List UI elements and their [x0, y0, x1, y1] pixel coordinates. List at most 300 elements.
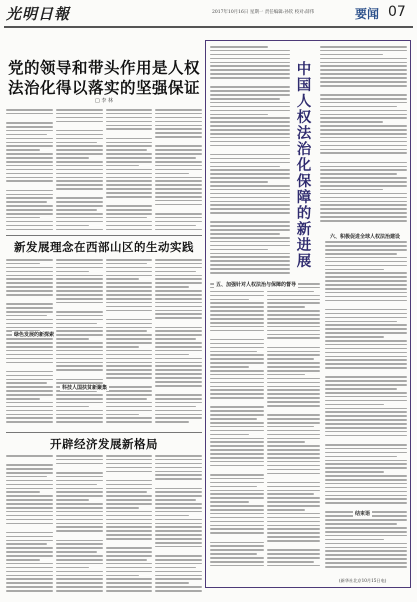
text-line [267, 490, 321, 492]
text-line [6, 459, 53, 462]
text-line [106, 169, 153, 171]
text-line [267, 409, 321, 412]
text-line [210, 193, 290, 195]
text-line [106, 547, 153, 549]
text-line [325, 431, 407, 433]
text-line [56, 149, 103, 151]
text-line [106, 354, 153, 356]
text-line [56, 472, 103, 474]
text-line [6, 536, 53, 538]
text-line [267, 513, 321, 515]
text-line [56, 515, 103, 517]
text-line [320, 185, 407, 187]
text-line [210, 406, 264, 408]
text-line [320, 166, 407, 168]
text-line [210, 216, 290, 219]
text-line [155, 128, 202, 130]
text-line [56, 165, 103, 167]
text-line [6, 130, 53, 132]
text-line [155, 417, 202, 419]
article4-title-char: 进 [296, 237, 312, 254]
article4-title-char: 的 [296, 205, 312, 222]
text-line [320, 81, 407, 83]
text-line [106, 417, 153, 419]
page-number: 07 [388, 4, 406, 20]
text-line [320, 152, 407, 154]
text-line [6, 410, 53, 412]
text-line [56, 201, 103, 203]
text-line [6, 323, 53, 325]
text-line [267, 497, 321, 499]
text-line [325, 328, 407, 330]
text-line [155, 271, 196, 273]
text-line [106, 575, 140, 577]
text-line [325, 502, 407, 504]
text-line [210, 465, 264, 467]
text-line [56, 323, 97, 325]
text-line [106, 221, 153, 223]
text-line [155, 208, 202, 211]
text-line [320, 204, 407, 206]
text-line [106, 128, 153, 130]
text-line [6, 259, 53, 261]
text-line [320, 54, 383, 56]
text-line [210, 490, 264, 492]
text-line [155, 369, 202, 371]
text-line [210, 90, 290, 92]
text-line [106, 571, 153, 573]
text-line [325, 479, 407, 481]
text-line [6, 547, 53, 549]
text-line [155, 338, 196, 340]
text-line [325, 356, 407, 358]
text-line [210, 229, 290, 231]
text-line [325, 324, 407, 326]
text-line [210, 410, 264, 412]
text-line [210, 528, 264, 530]
text-line [155, 414, 202, 416]
text-line [106, 590, 153, 592]
text-line [210, 177, 290, 179]
text-line [210, 260, 290, 262]
text-line [106, 358, 153, 360]
text-line [210, 181, 268, 183]
text-line [320, 114, 407, 116]
text-line [267, 370, 321, 372]
text-line [6, 586, 53, 588]
text-line [106, 488, 153, 490]
text-line [155, 259, 202, 261]
text-line [106, 398, 147, 400]
text-line [325, 276, 407, 278]
text-line [106, 511, 153, 513]
text-line [106, 559, 147, 561]
text-line [155, 373, 202, 375]
text-line [56, 157, 90, 159]
text-line [320, 46, 407, 48]
text-line [106, 530, 153, 532]
text-line [106, 523, 153, 525]
text-line [325, 558, 407, 560]
text-line [56, 559, 103, 561]
text-line [155, 140, 202, 143]
text-line [6, 184, 53, 187]
text-line [6, 149, 40, 151]
text-line [320, 73, 407, 75]
text-line [325, 444, 407, 446]
article1-title-line2: 法治化得以落实的坚强保证 [7, 78, 200, 97]
text-line [267, 322, 321, 324]
text-line [56, 354, 103, 356]
text-line [325, 336, 384, 338]
text-line [106, 526, 153, 528]
text-line [155, 478, 202, 480]
text-line [106, 302, 153, 304]
text-line [56, 278, 103, 280]
text-line [210, 302, 264, 304]
text-line [210, 221, 290, 223]
text-line [106, 298, 153, 300]
text-line [267, 422, 321, 424]
text-line [106, 491, 147, 493]
text-line [6, 551, 53, 553]
text-line [267, 517, 321, 519]
text-line [267, 351, 321, 353]
text-line [325, 452, 407, 454]
text-line [155, 385, 202, 387]
text-line [320, 110, 407, 112]
text-line [155, 117, 202, 119]
text-line [325, 506, 407, 509]
text-line [155, 346, 202, 348]
text-line [210, 208, 290, 210]
text-line [210, 185, 290, 187]
text-line [106, 282, 153, 284]
text-line [320, 141, 407, 143]
text-line [106, 582, 153, 584]
text-line [325, 535, 407, 537]
text-line [267, 457, 321, 459]
text-line [6, 386, 53, 388]
text-line [106, 145, 153, 147]
text-line [267, 334, 321, 336]
text-line [320, 162, 407, 164]
text-line [210, 478, 264, 480]
text-line [155, 180, 202, 182]
article4-subhead-5: 五、加强针对人权法治与保障的督导 [216, 282, 297, 288]
text-line [155, 229, 202, 231]
text-line [6, 145, 53, 147]
text-line [155, 381, 202, 383]
text-line [6, 503, 53, 505]
text-line [325, 491, 407, 493]
text-line [155, 298, 202, 300]
text-line [155, 467, 202, 469]
text-line [325, 550, 407, 552]
text-line [56, 342, 103, 344]
text-line [210, 382, 264, 384]
text-line [320, 102, 407, 104]
text-line [267, 461, 321, 463]
text-line [155, 109, 202, 111]
text-line [106, 515, 153, 517]
text-line [320, 50, 407, 52]
article4-title-char: 化 [296, 157, 312, 174]
text-line [210, 110, 290, 112]
text-line [267, 386, 321, 388]
masthead [4, 2, 413, 28]
text-line [267, 465, 321, 467]
text-line [106, 563, 153, 565]
text-line [210, 513, 264, 515]
text-line [210, 299, 249, 301]
text-line [106, 209, 153, 211]
text-line [320, 201, 407, 203]
text-line [56, 173, 103, 175]
text-line [210, 137, 290, 139]
text-line [155, 173, 189, 175]
text-line [210, 201, 290, 203]
text-line [210, 306, 264, 308]
text-line [6, 177, 53, 179]
text-line [267, 397, 321, 399]
text-line [155, 495, 202, 497]
text-line [106, 542, 153, 545]
article2-bottom-rule [6, 432, 202, 433]
text-line [106, 113, 153, 115]
text-line [6, 402, 53, 404]
text-line [210, 449, 264, 451]
dateline: 2017年10月16日 星期一 责任编辑:孙钦 校对:薛伟 [212, 10, 315, 15]
article4-title-char: 中 [296, 61, 312, 78]
text-line [325, 269, 384, 271]
text-line [267, 521, 321, 523]
text-line [155, 184, 202, 186]
text-line [267, 374, 306, 376]
text-line [56, 540, 103, 542]
text-line [56, 298, 103, 300]
text-line [210, 505, 264, 507]
text-line [56, 503, 103, 505]
text-line [210, 204, 290, 206]
text-line [6, 315, 47, 317]
text-line [6, 278, 53, 280]
text-line [6, 540, 53, 542]
text-line [6, 217, 40, 219]
text-line [6, 468, 53, 470]
text-line [6, 590, 53, 592]
text-line [56, 117, 103, 119]
text-line [6, 406, 53, 408]
text-line [56, 294, 103, 296]
text-line [6, 290, 53, 292]
text-line [6, 294, 53, 296]
text-line [325, 554, 407, 556]
text-line [325, 419, 407, 421]
text-line [106, 334, 153, 336]
text-line [325, 423, 407, 425]
text-line [325, 519, 407, 521]
text-line [325, 460, 407, 462]
text-line [267, 358, 314, 360]
text-line [6, 398, 40, 400]
text-line [6, 157, 53, 159]
text-line [210, 65, 290, 67]
text-line [210, 154, 290, 156]
text-line [155, 169, 202, 171]
text-line [267, 528, 321, 530]
text-line [106, 138, 153, 140]
text-line [106, 125, 153, 127]
text-line [6, 346, 53, 348]
text-line [210, 129, 290, 131]
text-line [56, 330, 103, 332]
text-line [320, 212, 407, 214]
text-line [6, 138, 53, 140]
text-line [325, 448, 407, 450]
text-line [210, 225, 290, 227]
text-line [210, 253, 290, 255]
text-line [210, 532, 264, 534]
text-line [6, 205, 53, 207]
text-line [106, 394, 153, 396]
article4-title-char: 展 [296, 253, 312, 270]
text-line [56, 402, 103, 404]
text-line [56, 192, 103, 195]
text-line [267, 536, 321, 538]
text-line [56, 488, 103, 490]
text-line [210, 125, 290, 127]
text-line [210, 366, 249, 368]
text-line [210, 509, 264, 511]
text-line [267, 544, 321, 547]
text-line [106, 484, 153, 486]
text-line [210, 536, 264, 539]
text-line [6, 209, 53, 211]
text-line [267, 405, 321, 407]
text-line [155, 136, 202, 138]
text-line [6, 221, 53, 223]
text-line [56, 205, 103, 207]
text-line [56, 125, 103, 128]
text-line [320, 65, 407, 67]
text-line [155, 455, 202, 457]
text-line [56, 197, 103, 199]
text-line [325, 404, 384, 406]
text-line [325, 427, 407, 429]
text-line [6, 122, 53, 124]
text-line [6, 271, 53, 273]
text-line [325, 284, 407, 286]
text-line [106, 463, 153, 465]
text-line [106, 275, 153, 277]
text-line [267, 486, 321, 488]
text-line [56, 463, 103, 465]
text-line [155, 402, 202, 404]
text-line [210, 69, 290, 71]
text-line [210, 474, 264, 476]
text-line [6, 165, 53, 167]
text-line [6, 491, 40, 493]
article4-title-char: 法 [296, 125, 312, 142]
article2-subhead-tech: 科技人国扶贫新聚集 [62, 385, 108, 391]
text-line [210, 233, 280, 235]
text-line [106, 177, 153, 179]
text-line [210, 343, 264, 345]
text-line [210, 445, 264, 447]
text-line [155, 213, 202, 215]
text-line [210, 114, 268, 116]
text-line [106, 406, 153, 408]
text-line [56, 373, 103, 376]
text-line [155, 225, 196, 227]
text-line [155, 145, 202, 147]
text-line [267, 291, 314, 293]
text-line [210, 295, 264, 297]
text-line [6, 126, 53, 128]
text-line [320, 216, 407, 218]
text-line [267, 469, 321, 471]
text-line [155, 165, 202, 167]
text-line [267, 299, 321, 301]
text-line [6, 134, 47, 136]
text-line [320, 193, 407, 195]
text-line [56, 491, 103, 493]
text-line [56, 511, 103, 513]
text-line [267, 476, 321, 479]
text-line [6, 532, 53, 534]
text-line [155, 398, 202, 400]
text-line [56, 259, 103, 261]
text-line [320, 94, 407, 96]
text-line [106, 567, 153, 569]
text-line [106, 217, 147, 219]
text-line [210, 326, 264, 328]
text-line [210, 339, 264, 341]
text-line [320, 177, 407, 179]
text-line [325, 463, 407, 465]
text-line [106, 117, 153, 119]
text-line [155, 342, 202, 344]
text-line [155, 200, 202, 202]
text-line [325, 249, 407, 251]
text-line [155, 221, 202, 223]
text-line [267, 318, 321, 320]
text-line [325, 439, 407, 442]
text-line [325, 415, 407, 417]
text-line [106, 555, 153, 557]
text-line [6, 480, 53, 482]
text-line [155, 559, 202, 561]
text-line [106, 259, 153, 261]
text-line [56, 282, 103, 284]
text-line [325, 376, 407, 378]
text-line [106, 188, 153, 190]
article4-body-right [320, 46, 407, 227]
text-line [106, 495, 153, 497]
text-line [325, 265, 407, 267]
text-line [210, 77, 290, 79]
text-line [320, 169, 407, 171]
text-line [106, 290, 153, 292]
text-line [6, 472, 53, 474]
text-line [267, 414, 321, 416]
text-line [6, 421, 53, 423]
text-line [210, 517, 264, 519]
text-line [56, 217, 103, 219]
text-line [106, 213, 153, 215]
text-line [106, 313, 153, 316]
